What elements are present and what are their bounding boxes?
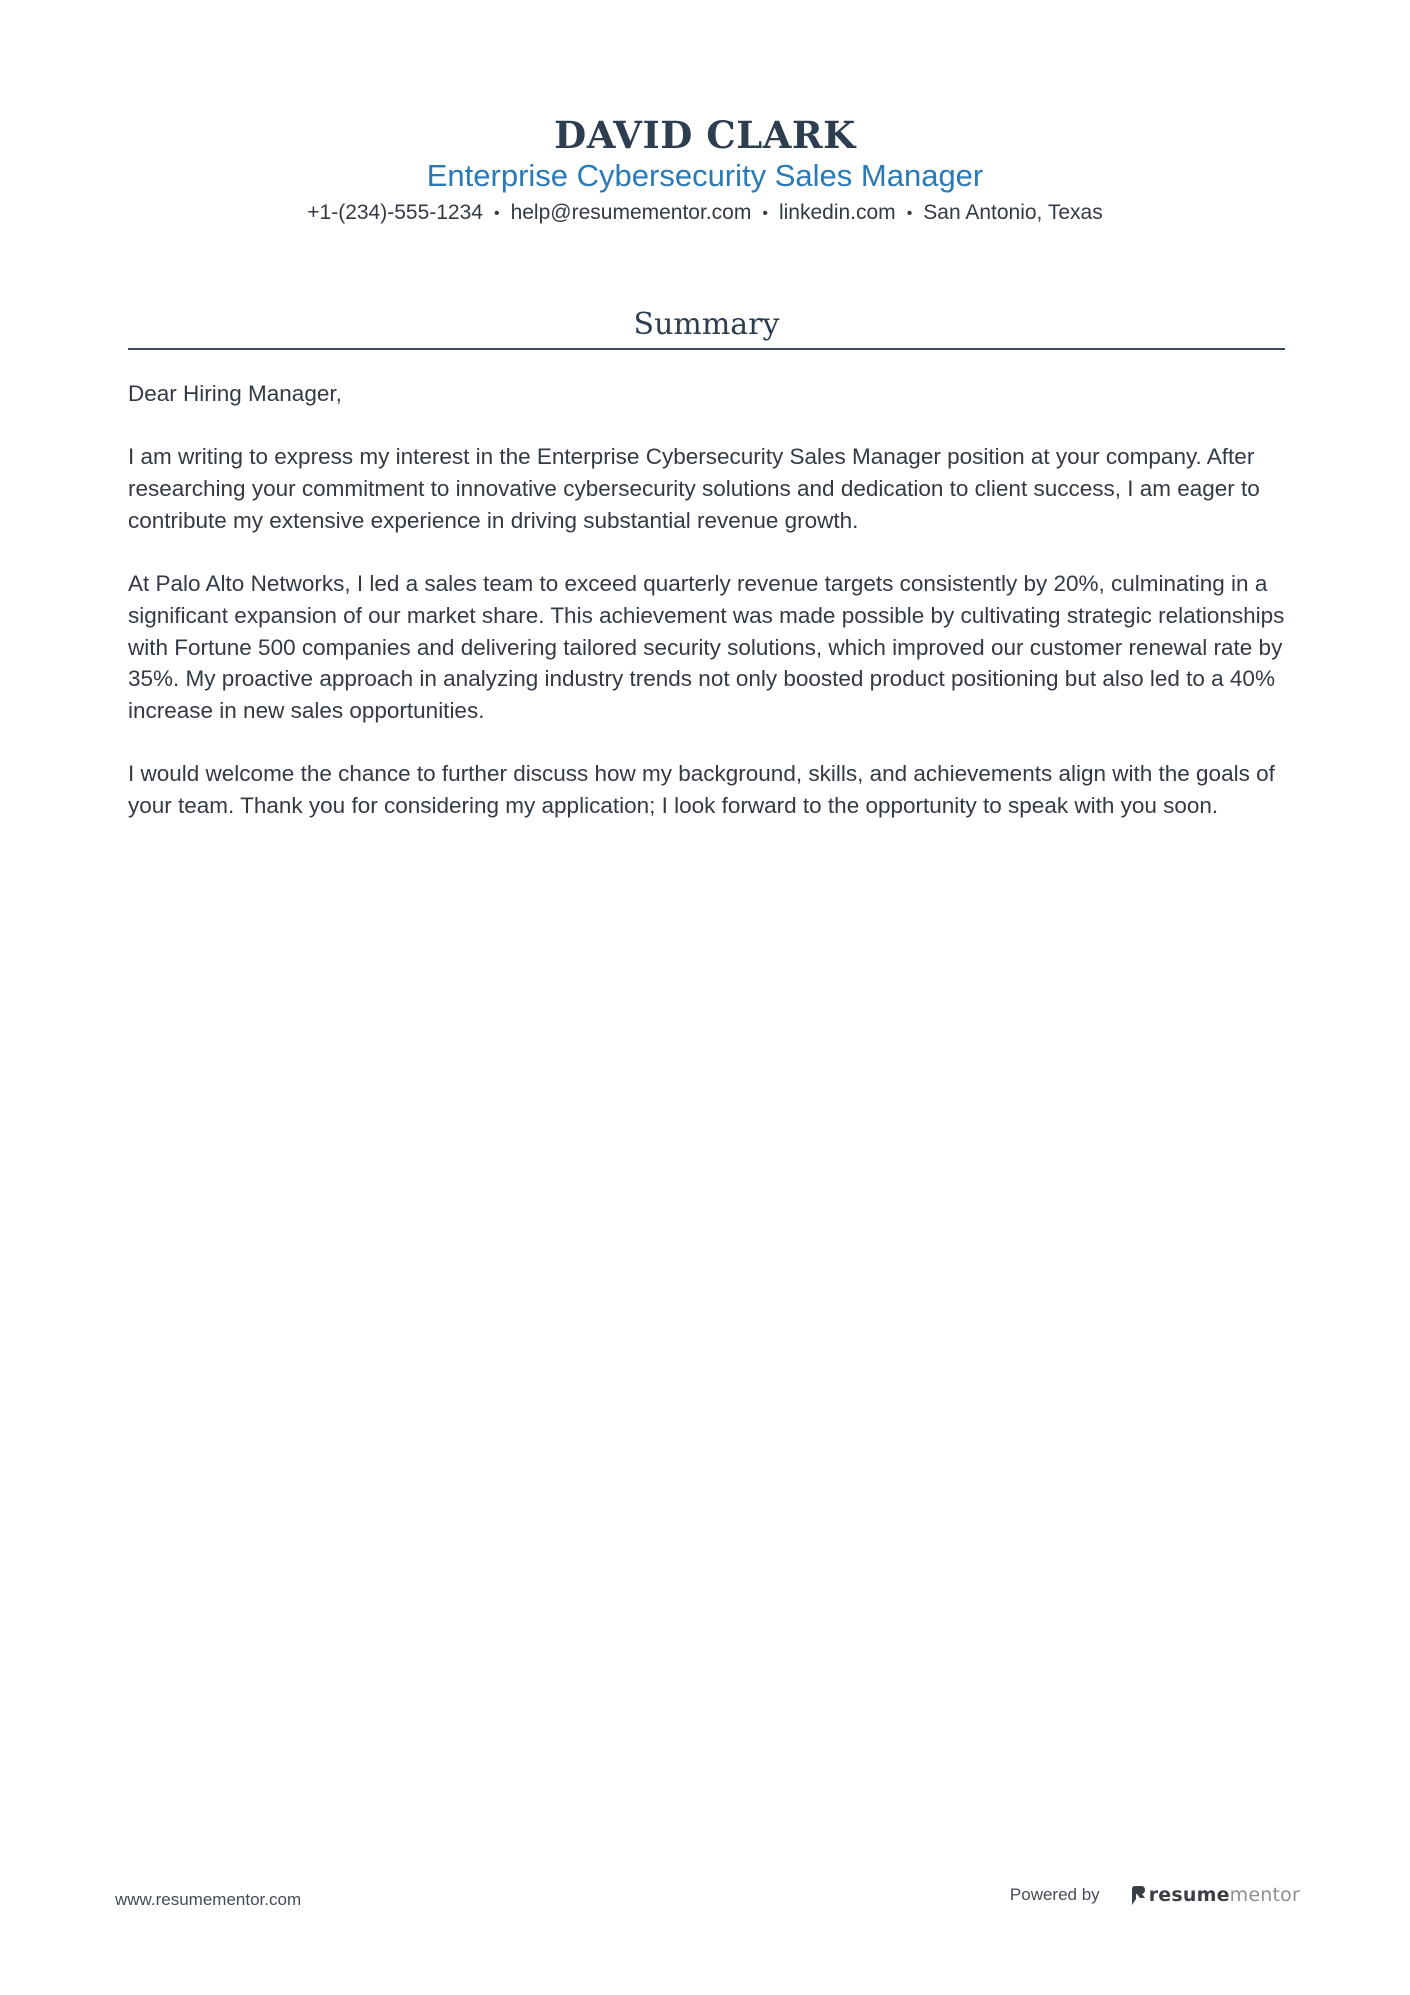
separator-dot: •	[762, 205, 768, 222]
footer-website[interactable]: www.resumementor.com	[115, 1890, 302, 1909]
letter-paragraph-2: At Palo Alto Networks, I led a sales team to exceed quarterly revenue targets consistently by 20%, culminating in a significant expansion of our market share. This achievement was made possible by cultivating strategic relationships with Fortune 500 companies and delivering tailored security solutions, which improved our customer renewal rate by 35%. My proactive approach in analyzing industry trends not only boosted product positioning but also led to a 40% increase in new sales opportunities.	[128, 571, 1285, 723]
letter-paragraph-3: I would welcome the chance to further discuss how my background, skills, and achievements align with the goals of your team. Thank you for considering my application; I look forward to the opportunity to speak with you soon.	[128, 761, 1275, 819]
separator-dot: •	[493, 205, 500, 222]
letter-header	[0, 112, 1410, 227]
contact-line	[0, 200, 1410, 227]
contact-phone: +1-(234)-555-1234	[307, 201, 483, 224]
logo-icon	[1130, 1885, 1146, 1905]
letter-body	[128, 378, 1288, 853]
powered-by-label: Powered by	[1009, 1885, 1100, 1904]
contact-email[interactable]: help@resumementor.com	[510, 201, 752, 224]
letter-paragraph-1: I am writing to express my interest in the Enterprise Cybersecurity Sales Manager position at your company. After researching your commitment to innovative cybersecurity solutions and dedication to client success, I am eager to contribute my extensive experience in driving substantial revenue growth.	[128, 444, 1260, 533]
candidate-name: DAVID CLARK	[554, 113, 856, 157]
separator-dot: •	[906, 205, 913, 222]
job-title: Enterprise Cybersecurity Sales Manager	[426, 158, 984, 193]
contact-location: San Antonio, Texas	[923, 201, 1103, 224]
resumementor-logo[interactable]	[1130, 1884, 1300, 1906]
footer-branding	[1010, 1884, 1300, 1906]
logo-text-light: mentor	[1229, 1884, 1300, 1906]
section-title-summary: Summary	[128, 306, 1285, 350]
logo-text-bold: resume	[1148, 1884, 1230, 1906]
letter-greeting: Dear Hiring Manager,	[128, 381, 342, 406]
contact-linkedin[interactable]: linkedin.com	[778, 201, 896, 224]
